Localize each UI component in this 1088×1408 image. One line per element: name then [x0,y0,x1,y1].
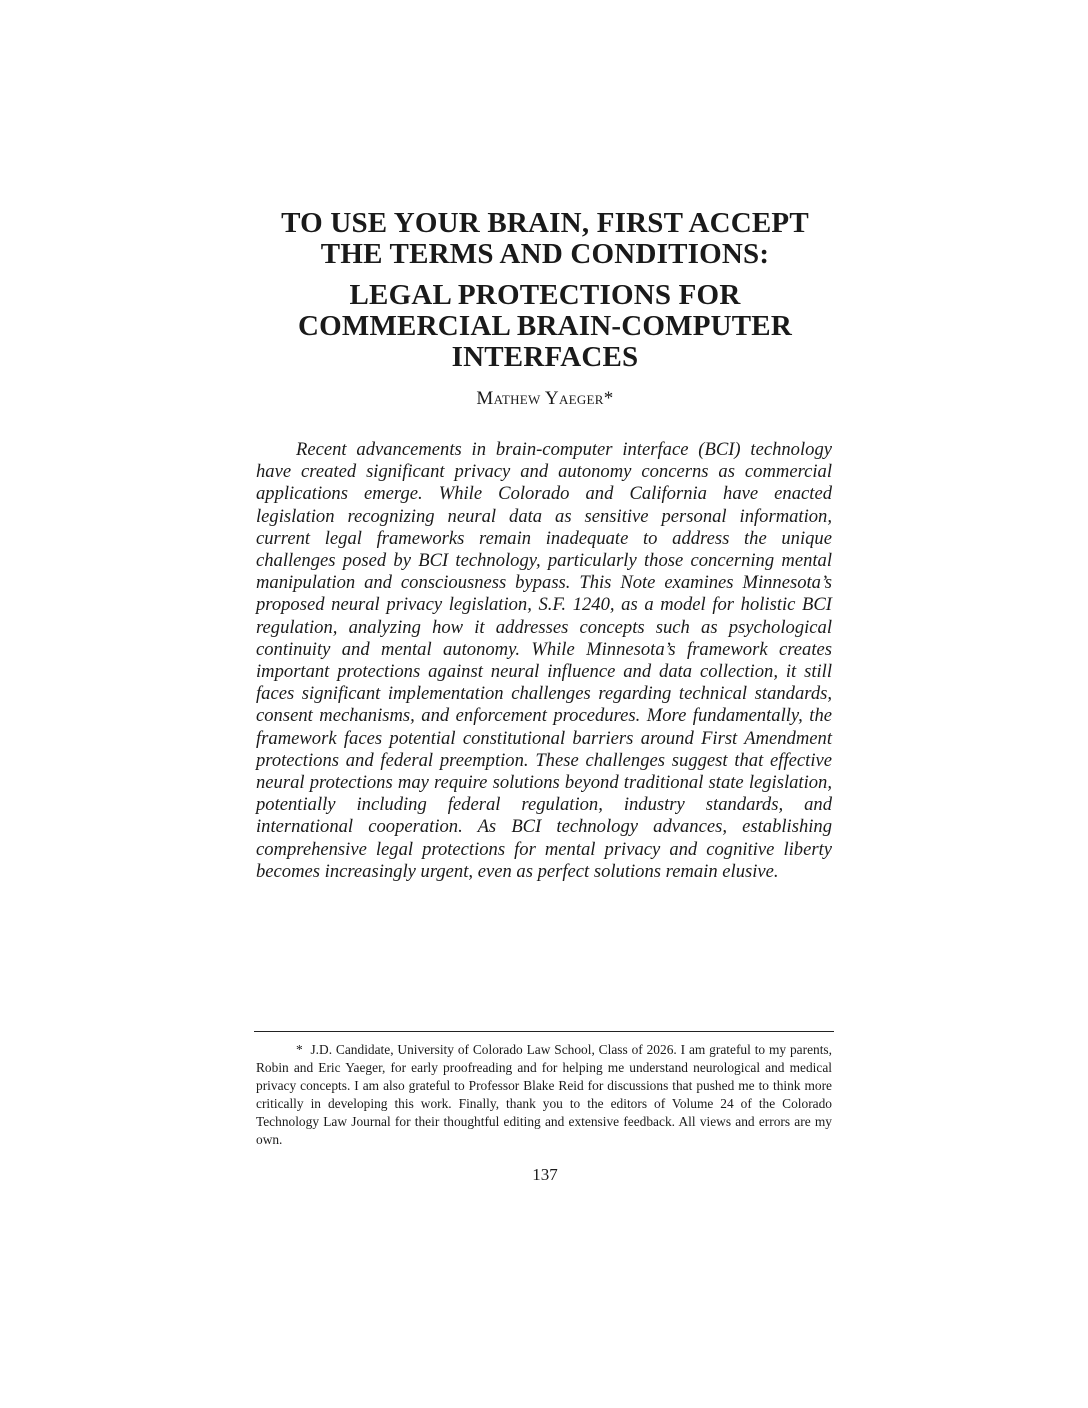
article-subtitle-line-2: COMMERCIAL BRAIN-COMPUTER [298,310,792,342]
article-title-line-2: THE TERMS AND CONDITIONS: [320,238,770,270]
author-footnote-marker: * [603,388,614,409]
page-number: 137 [532,1165,558,1184]
abstract-paragraph: Recent advancements in brain-computer interface (BCI) technology have created significant privacy and autonomy concerns as commercial applications emerge. While Colorado and California have enacted legislation recognizing neural data as sensitive personal information, current legal frameworks remain inadequate to address the unique challenges posed by BCI technology, particularly those concerning mental manipulation and consciousness bypass. This Note examines Minnesota’s proposed neural privacy legislation, S.F. 1240, as a model for holistic BCI regulation, analyzing how it addresses concepts such as psychological continuity and mental autonomy. While Minnesota’s framework creates important protections against neural influence and data collection, it still faces significant implementation challenges regarding technical standards, consent mechanisms, and enforcement procedures. More fundamentally, the framework faces potential constitutional barriers around First Amendment protections and federal preemption. These challenges suggest that effective neural protections may require solutions beyond traditional state legislation, potentially including federal regulation, industry standards, and international cooperation. As BCI technology advances, establishing comprehensive legal protections for mental privacy and cognitive liberty becomes increasingly urgent, even as perfect solutions remain elusive. [256,439,832,882]
author-byline [256,388,834,410]
article-subtitle-line-1: LEGAL PROTECTIONS FOR [349,279,741,311]
article-title-line-1: TO USE YOUR BRAIN, FIRST ACCEPT [281,207,809,239]
footnote-separator [254,1031,834,1032]
author-footnote [256,1041,832,1149]
article-subtitle [256,280,834,373]
author-name: Mathew Yaeger [476,388,604,409]
footnote-text: J.D. Candidate, University of Colorado Law School, Class of 2026. I am grateful to my parents, Robin and Eric Yaeger, for early proofreading and for helping me understand neurological and medical privacy concepts. I am also grateful to Professor Blake Reid for discussions that pushed me to think more critically in developing this work. Finally, thank you to the editors of Volume 24 of the Colorado Technology Law Journal for their thoughtful editing and extensive feedback. All views and errors are my own. [256,1042,832,1147]
article-subtitle-line-3: INTERFACES [451,341,639,373]
footnote-marker: * [296,1042,303,1057]
article-title [256,208,834,270]
